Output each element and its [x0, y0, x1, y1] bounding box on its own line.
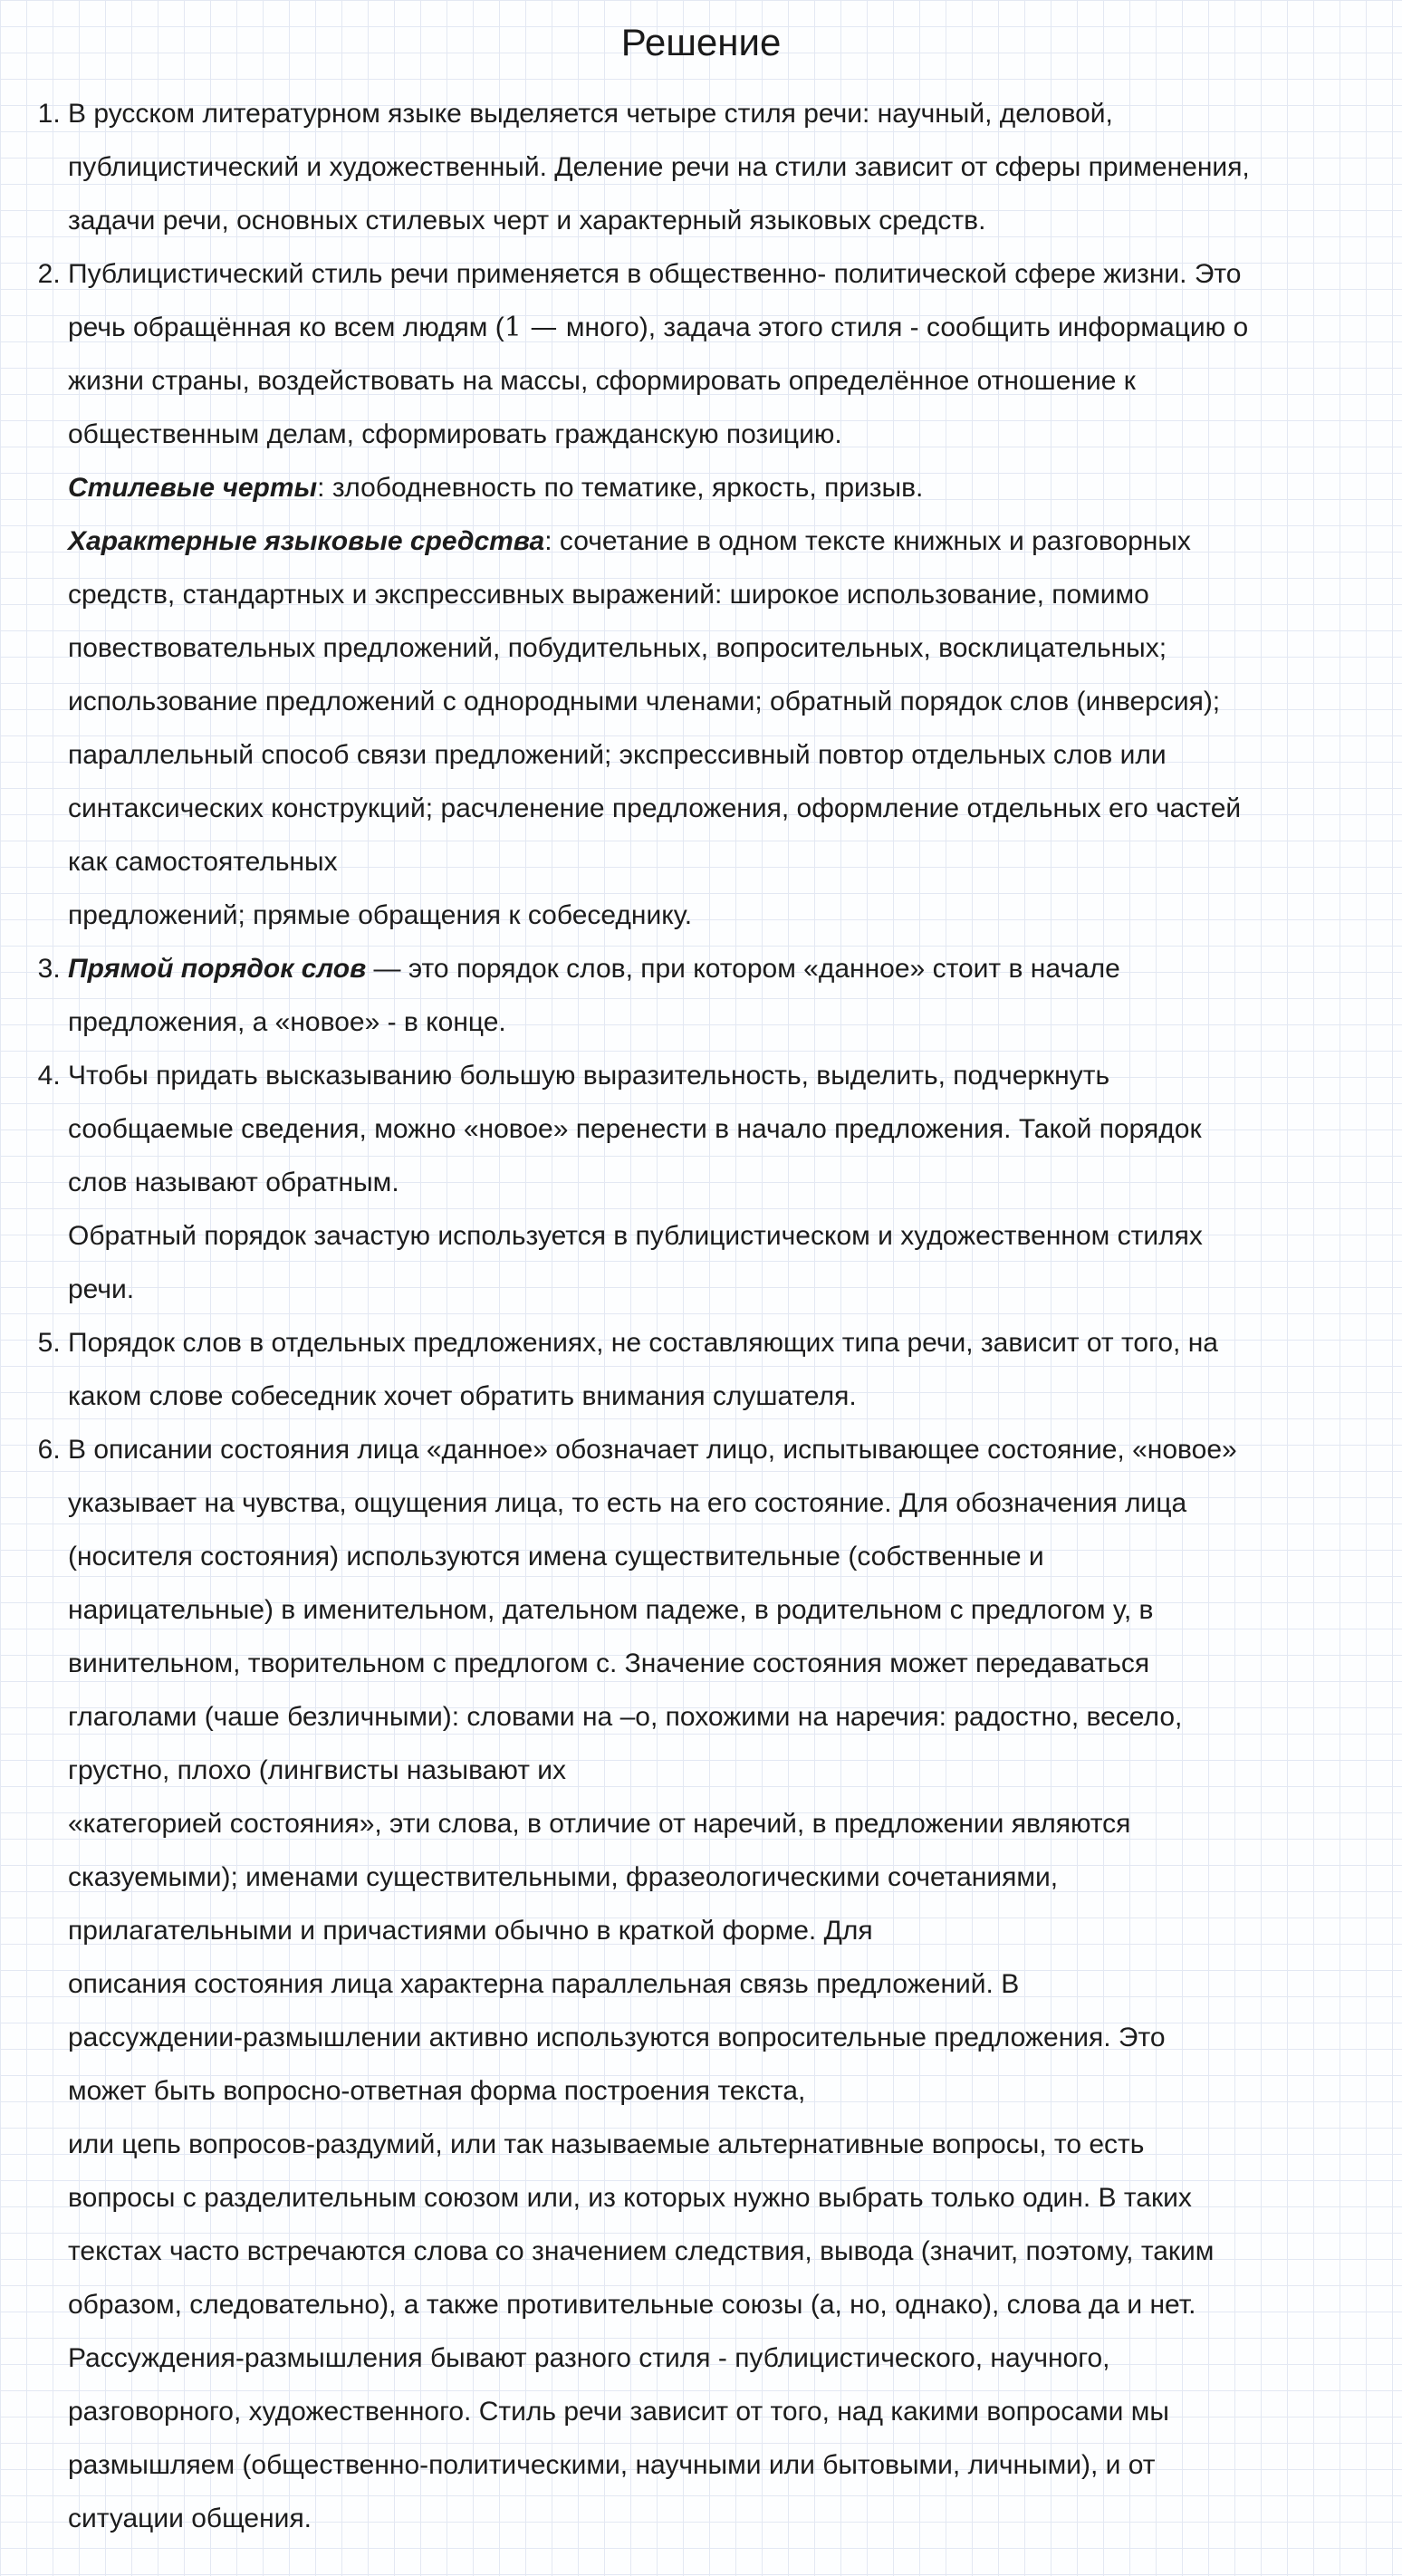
text-line: [68, 2438, 1372, 2492]
text-line: [68, 1797, 1372, 1850]
text-segment: .: [1188, 2290, 1196, 2320]
text-line: [68, 2385, 1372, 2438]
text-line: [68, 2278, 1372, 2331]
solution-item-4: [68, 1049, 1372, 1316]
text-segment: и: [1119, 2290, 1150, 2320]
solution-item-5: [68, 1316, 1372, 1423]
styled-text: да: [1088, 2290, 1120, 2320]
text-segment: винительном, творительном с предлогом: [68, 1648, 596, 1678]
text-segment: Рассуждения-размышления бывают разного стиля -: [68, 2343, 735, 2373]
text-line: [68, 1156, 1372, 1209]
text-line: [68, 728, 1372, 782]
text-line: [68, 995, 1372, 1049]
text-line: [68, 1209, 1372, 1263]
text-segment: задачи речи, основных стилевых черт и характерный языковых средств.: [68, 206, 986, 235]
emphasis-text: Прямой порядок слов: [68, 954, 367, 984]
text-segment: . Деление речи на стили зависит от сферы применения,: [539, 152, 1250, 182]
text-line: [68, 889, 1372, 942]
text-line: [68, 2225, 1372, 2278]
text-line: [68, 1904, 1372, 1957]
emphasis-text: обратным: [265, 1168, 392, 1197]
text-line: [68, 2171, 1372, 2225]
text-segment: синтаксических конструкций; расчленение предложения, оформление отдельных его частей: [68, 793, 1242, 823]
text-segment: много), задача этого стиля - сообщить информацию о: [565, 312, 1249, 342]
styled-text: у: [1112, 1595, 1124, 1625]
styled-text: радостно, весело,: [954, 1702, 1183, 1732]
styled-text: грустно, плохо: [68, 1755, 252, 1785]
text-segment: Порядок слов в отдельных предложениях, не составляющих типа речи, зависит от того, на: [68, 1328, 1218, 1358]
text-line: [68, 621, 1372, 675]
text-segment: .: [391, 1168, 399, 1197]
styled-text: –о: [619, 1702, 650, 1732]
text-segment: глаголами (чаше безличными): словами на: [68, 1702, 620, 1732]
emphasis-text: Характерные языковые средства: [68, 526, 545, 556]
text-line: [68, 1316, 1372, 1370]
text-line: [68, 1690, 1372, 1744]
text-segment: (лингвисты называют их: [251, 1755, 567, 1785]
text-segment: , похожими на наречия:: [649, 1702, 955, 1732]
text-line: [68, 1744, 1372, 1797]
text-line: [68, 247, 1372, 301]
text-line: [68, 301, 1372, 354]
text-segment: нарицательные) в именительном, дательном падеже, в родительном с предлогом: [68, 1595, 1113, 1625]
emphasis-text: разговорного, художественного: [68, 2397, 465, 2427]
text-segment: вопросы с разделительным союзом или, из которых нужно выбрать только один. В таких: [68, 2183, 1192, 2213]
text-line: [68, 1423, 1372, 1476]
text-segment: : сочетание в одном тексте книжных и разговорных: [544, 526, 1191, 556]
emphasis-text: художественный: [329, 152, 540, 182]
text-line: [68, 194, 1372, 247]
text-line: [68, 1530, 1372, 1583]
text-line: [68, 1476, 1372, 1530]
text-segment: прилагательными и причастиями обычно в краткой форме. Для: [68, 1916, 873, 1946]
emphasis-text: публицистический: [68, 152, 300, 182]
text-line: [68, 942, 1372, 995]
text-line: [68, 1049, 1372, 1102]
text-line: [68, 2064, 1372, 2118]
text-line: [68, 2331, 1372, 2385]
solution-item-6: [68, 1423, 1372, 2545]
text-line: [68, 87, 1372, 140]
text-line: [68, 461, 1372, 514]
styled-text: 1 —: [504, 312, 566, 343]
text-segment: каком слове собеседник хочет обратить внимания слушателя.: [68, 1381, 857, 1411]
solution-item-2: [68, 247, 1372, 942]
page-title: Решение: [620, 21, 782, 63]
text-segment: предложений; прямые обращения к собеседнику.: [68, 900, 693, 930]
text-segment: , а также противительные союзы: [389, 2290, 811, 2320]
text-segment: указывает на чувства, ощущения лица, то есть на его состояние. Для обозначения лица: [68, 1488, 1187, 1518]
text-line: [68, 2492, 1372, 2545]
text-segment: параллельный способ связи предложений; экспрессивный повтор отдельных слов или: [68, 740, 1167, 770]
solution-list: [0, 87, 1372, 2545]
styled-text: образом, следовательно): [68, 2290, 389, 2320]
text-segment: ситуации общения.: [68, 2504, 312, 2533]
solution-item-1: [68, 87, 1372, 247]
text-segment: или цепь вопросов-раздумий, или так называемые альтернативные вопросы, то есть: [68, 2129, 1145, 2159]
text-line: [68, 140, 1372, 194]
text-line: [68, 782, 1372, 835]
text-segment: средств, стандартных и экспрессивных выражений: широкое использование, помимо: [68, 580, 1149, 610]
text-line: [68, 1850, 1372, 1904]
styled-text: с: [595, 1648, 610, 1678]
text-segment: сказуемыми); именами существительными, фразеологическими сочетаниями,: [68, 1862, 1059, 1892]
text-line: [68, 835, 1372, 889]
text-segment: В описании состояния лица «данное» обозначает лицо, испытывающее состояние, «новое»: [68, 1435, 1237, 1465]
text-line: [68, 1263, 1372, 1316]
text-line: [68, 1583, 1372, 1637]
text-segment: — это порядок слов, при котором «данное» стоит в начале: [366, 954, 1120, 984]
text-segment: стиль речи применяется в общественно- политической сфере жизни. Это: [303, 259, 1242, 289]
text-segment: общественным делам, сформировать гражданскую позицию.: [68, 419, 842, 449]
text-segment: жизни страны, воздействовать на массы, сформировать определённое отношение к: [68, 366, 1136, 396]
text-line: [68, 1637, 1372, 1690]
text-segment: предложения, а «новое» - в конце.: [68, 1007, 506, 1037]
text-segment: . Значение состояния может передаваться: [609, 1648, 1150, 1678]
text-segment: и: [299, 152, 330, 182]
text-segment: размышляем (общественно-политическими, научными или бытовыми, личными), и от: [68, 2450, 1156, 2480]
text-line: [68, 1370, 1372, 1423]
emphasis-text: Стилевые черты: [68, 473, 318, 503]
styled-text: нет: [1149, 2290, 1189, 2320]
text-segment: : злободневность по тематике, яркость, призыв.: [317, 473, 924, 503]
text-segment: , слова: [992, 2290, 1089, 2320]
text-line: [68, 514, 1372, 568]
emphasis-text: публицистического, научного,: [735, 2343, 1110, 2373]
text-line: [68, 1102, 1372, 1156]
text-segment: Обратный порядок зачастую используется в публицистическом и художественном стилях: [68, 1221, 1203, 1251]
text-line: [68, 2011, 1372, 2064]
text-segment: как самостоятельных: [68, 847, 338, 877]
text-segment: В русском литературном языке выделяется четыре стиля речи:: [68, 99, 878, 129]
text-segment: речи.: [68, 1274, 135, 1304]
styled-text: (значит, поэтому, таким: [920, 2236, 1215, 2266]
text-segment: рассуждении-размышлении активно используются вопросительные предложения. Это: [68, 2023, 1166, 2052]
text-line: [68, 675, 1372, 728]
text-segment: использование предложений с однородными членами; обратный порядок слов (инверсия);: [68, 687, 1221, 716]
text-segment: «категорией состояния», эти слова, в отличие от наречий, в предложении являются: [68, 1809, 1131, 1839]
text-segment: описания состояния лица характерна параллельная связь предложений. В: [68, 1969, 1020, 1999]
text-line: [68, 354, 1372, 408]
text-segment: Чтобы придать высказыванию большую выразительность, выделить, подчеркнуть: [68, 1061, 1110, 1091]
text-segment: повествовательных предложений, побудительных, вопросительных, восклицательных;: [68, 633, 1167, 663]
solution-item-3: [68, 942, 1372, 1049]
text-line: [68, 568, 1372, 621]
text-segment: речь обращённая ко всем людям (: [68, 312, 504, 342]
emphasis-text: научный, деловой,: [877, 99, 1113, 129]
styled-text: (а, но, однако): [810, 2290, 993, 2320]
emphasis-text: Публицистический: [68, 259, 304, 289]
text-segment: (носителя состояния) используются имена существительные (собственные и: [68, 1542, 1044, 1572]
text-segment: текстах часто встречаются слова со значением следствия, вывода: [68, 2236, 921, 2266]
text-segment: может быть вопросно-ответная форма построения текста,: [68, 2076, 806, 2106]
text-line: [68, 408, 1372, 461]
text-segment: , в: [1123, 1595, 1154, 1625]
text-line: [68, 2118, 1372, 2171]
text-segment: сообщаемые сведения, можно «новое» перенести в начало предложения. Такой порядок: [68, 1114, 1202, 1144]
text-segment: слов называют: [68, 1168, 266, 1197]
text-segment: . Стиль речи зависит от того, над какими вопросами мы: [464, 2397, 1169, 2427]
text-line: [68, 1957, 1372, 2011]
